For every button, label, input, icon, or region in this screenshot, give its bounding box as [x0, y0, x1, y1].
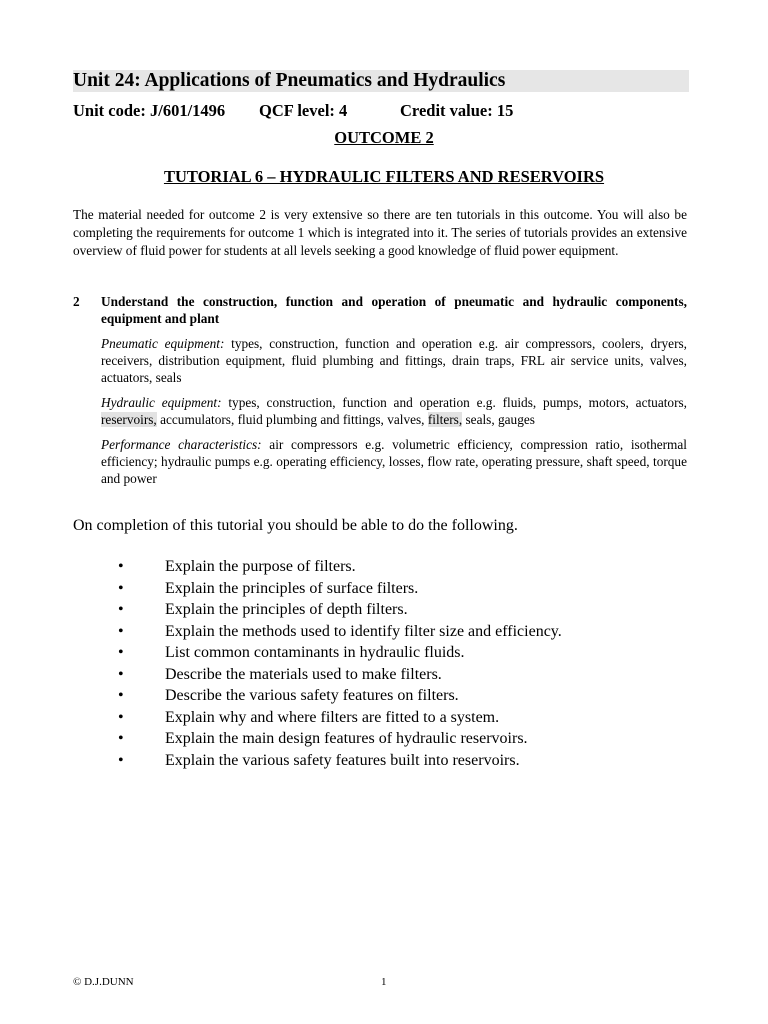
- objective-text: Describe the materials used to make filters.: [165, 665, 442, 683]
- hydraulic-text-1: types, construction, function and operation e.g. fluids, pumps, motors, actuators,: [221, 395, 687, 410]
- tutorial-title: TUTORIAL 6 – HYDRAULIC FILTERS AND RESERVOIRS: [163, 167, 605, 186]
- bullet-icon: •: [118, 622, 124, 640]
- highlight-reservoirs: reservoirs,: [101, 412, 157, 427]
- objective-text: Explain the purpose of filters.: [165, 558, 356, 575]
- objective-text: Explain the methods used to identify filter size and efficiency.: [165, 622, 562, 640]
- bullet-icon: •: [118, 579, 124, 597]
- footer-copyright: © D.J.DUNN: [73, 976, 134, 988]
- objective-item: [73, 707, 687, 729]
- pneumatic-text: types, construction, function and operation e.g. air compressors, coolers, dryers, receivers, distribution equipment, fluid plumbing and fittings, drain traps, FRL air service units, valves, actuators, seals: [101, 336, 687, 385]
- objective-text: Explain the principles of depth filters.: [165, 601, 408, 618]
- unit-code: Unit code: J/601/1496: [73, 101, 226, 120]
- bullet-icon: •: [118, 644, 124, 661]
- objective-item: [73, 556, 687, 578]
- hydraulic-lead: Hydraulic equipment:: [101, 395, 222, 410]
- outcome-heading: OUTCOME 2: [334, 128, 434, 147]
- objective-text: Describe the various safety features on filters.: [165, 687, 459, 704]
- page-number: 1: [381, 976, 387, 988]
- performance-characteristics-paragraph: [101, 436, 687, 487]
- learning-outcome-section: [73, 293, 687, 487]
- hydraulic-text-2: accumulators, fluid plumbing and fittings, valves,: [156, 412, 428, 427]
- bullet-icon: •: [118, 558, 124, 575]
- objective-item: [73, 728, 687, 750]
- pneumatic-lead: Pneumatic equipment:: [101, 336, 225, 351]
- objective-text: List common contaminants in hydraulic fluids.: [165, 644, 465, 661]
- objectives-list: [73, 556, 687, 771]
- objective-item: [73, 664, 687, 686]
- objective-text: Explain the various safety features built into reservoirs.: [165, 751, 520, 769]
- objective-item: [73, 621, 687, 643]
- performance-text: air compressors e.g. volumetric efficiency, compression ratio, isothermal efficiency; hydraulic pumps e.g. operating efficiency, losses, flow rate, operating pressure, shaft speed, torque and power: [101, 437, 687, 486]
- qcf-level: QCF level: 4: [259, 101, 348, 120]
- objective-item: [73, 578, 687, 600]
- highlight-filters: filters,: [427, 412, 463, 427]
- pneumatic-equipment-paragraph: [101, 335, 687, 386]
- bullet-icon: •: [118, 687, 124, 704]
- intro-paragraph: The material needed for outcome 2 is very extensive so there are ten tutorials in this outcome. You will also be completing the requirements for outcome 1 which is integrated into it. The series of tutorials provides an extensive overview of fluid power for students at all levels seeking a good knowledge of fluid power equipment.: [73, 207, 687, 258]
- objective-item: [73, 642, 687, 664]
- objective-item: [73, 685, 687, 707]
- section-number: 2: [73, 294, 80, 309]
- objective-text: Explain the principles of surface filters.: [165, 579, 419, 597]
- credit-value: Credit value: 15: [400, 101, 514, 120]
- completion-statement: On completion of this tutorial you should be able to do the following.: [73, 517, 518, 534]
- bullet-icon: •: [118, 751, 124, 769]
- objective-text: Explain the main design features of hydraulic reservoirs.: [165, 730, 528, 747]
- hydraulic-equipment-paragraph: [101, 394, 687, 428]
- bullet-icon: •: [118, 601, 124, 618]
- hydraulic-text-3: seals, gauges: [462, 412, 535, 427]
- bullet-icon: •: [118, 730, 124, 747]
- unit-meta: [73, 101, 513, 121]
- performance-lead: Performance characteristics:: [101, 437, 262, 452]
- bullet-icon: •: [118, 665, 124, 683]
- section-heading: Understand the construction, function and operation of pneumatic and hydraulic components, equipment and plant: [101, 294, 687, 326]
- objective-text: Explain why and where filters are fitted to a system.: [165, 708, 500, 726]
- objective-item: [73, 599, 687, 621]
- unit-title: Unit 24: Applications of Pneumatics and Hydraulics: [73, 70, 689, 92]
- bullet-icon: •: [118, 708, 124, 726]
- objective-item: [73, 750, 687, 772]
